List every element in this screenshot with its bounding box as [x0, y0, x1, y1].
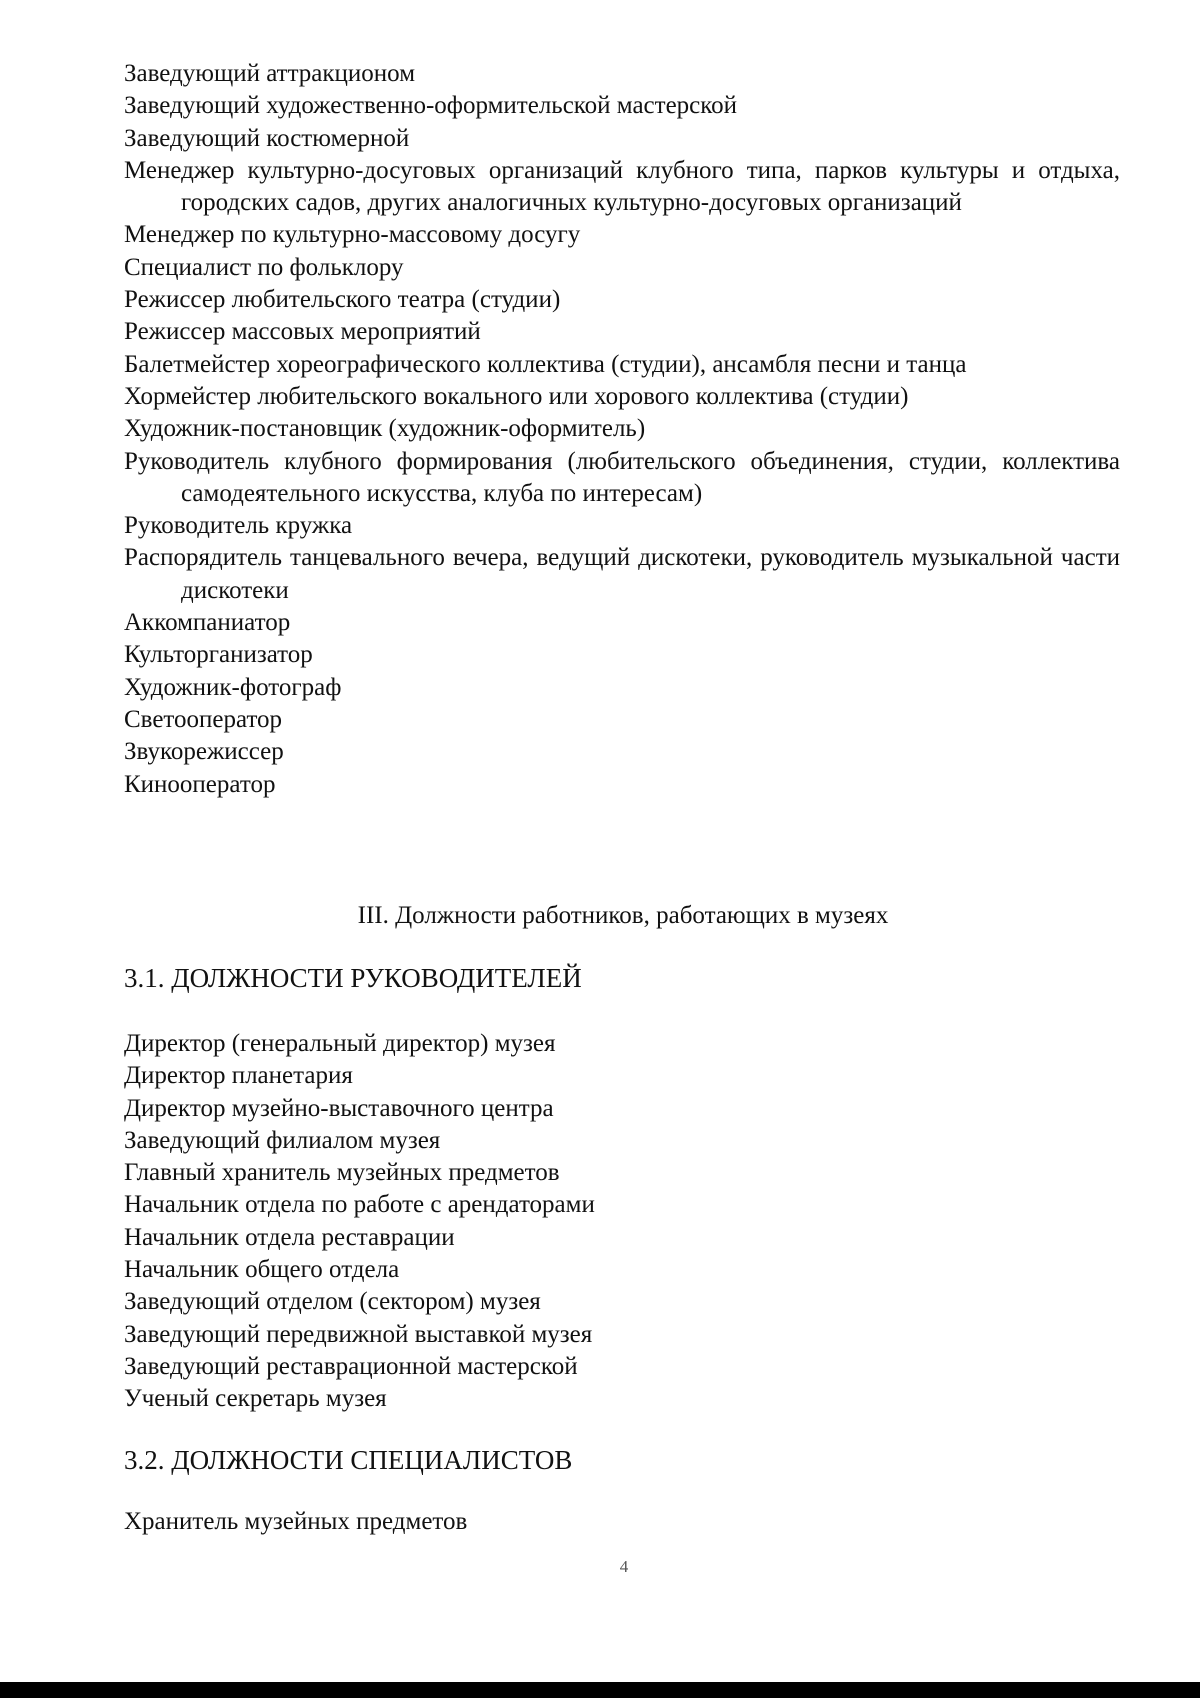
list-item: Режиссер любительского театра (студии) — [124, 286, 561, 314]
list-item: Кинооператор — [124, 770, 276, 798]
list-item: Художник-фотограф — [124, 673, 342, 701]
list-item: Главный хранитель музейных предметов — [124, 1159, 560, 1187]
list-item: Аккомпаниатор — [124, 609, 291, 637]
subsection-title-specialists: 3.2. ДОЛЖНОСТИ СПЕЦИАЛИСТОВ — [124, 1445, 573, 1475]
list-item: Балетмейстер хореографического коллектива (студии), ансамбля песни и танца — [124, 350, 967, 378]
section-title: III. Должности работников, работающих в музеях — [357, 902, 889, 929]
list-item: Заведующий отделом (сектором) музея — [124, 1288, 541, 1316]
list-item: Начальник общего отдела — [124, 1256, 400, 1284]
list-item: Художник-постановщик (художник-оформитель) — [124, 415, 646, 443]
list-item: Начальник отдела по работе с арендаторами — [124, 1191, 595, 1219]
position-list-specialists — [124, 1506, 1120, 1538]
position-list-culture — [124, 58, 1120, 801]
list-item: Менеджер культурно-досуговых организаций клубного типа, парков культуры и отдыха, городских садов, других аналогичных культурно-досуговых организаций — [124, 156, 1120, 217]
page-number: 4 — [619, 1557, 629, 1576]
list-item: Директор музейно-выставочного центра — [124, 1094, 554, 1122]
list-item: Заведующий художественно-оформительской мастерской — [124, 92, 738, 120]
scan-border — [0, 1682, 1200, 1698]
list-item: Заведующий костюмерной — [124, 124, 410, 152]
subsection-title-managers: 3.1. ДОЛЖНОСТИ РУКОВОДИТЕЛЕЙ — [124, 963, 582, 993]
list-item: Заведующий передвижной выставкой музея — [124, 1320, 593, 1348]
list-item: Заведующий филиалом музея — [124, 1126, 441, 1154]
list-item: Светооператор — [124, 705, 283, 733]
list-item: Руководитель кружка — [124, 512, 353, 540]
position-list-managers — [124, 1028, 1120, 1416]
list-item: Заведующий аттракционом — [124, 60, 416, 87]
list-item: Распорядитель танцевального вечера, ведущий дискотеки, руководитель музыкальной части дискотеки — [124, 544, 1120, 604]
list-item: Хормейстер любительского вокального или хорового коллектива (студии) — [124, 382, 909, 410]
list-item: Специалист по фольклору — [124, 253, 404, 281]
list-item: Культорганизатор — [124, 641, 313, 669]
list-item: Режиссер массовых мероприятий — [124, 318, 481, 346]
list-item: Начальник отдела реставрации — [124, 1223, 455, 1251]
list-item: Директор планетария — [124, 1062, 353, 1090]
list-item: Руководитель клубного формирования (любительского объединения, студии, коллектива самодеятельного искусства, клуба по интересам) — [124, 447, 1120, 507]
list-item: Звукорежиссер — [124, 738, 284, 766]
list-item: Ученый секретарь музея — [124, 1385, 387, 1413]
list-item: Хранитель музейных предметов — [124, 1508, 468, 1535]
list-item: Менеджер по культурно-массовому досугу — [124, 221, 581, 249]
list-item: Заведующий реставрационной мастерской — [124, 1352, 578, 1380]
list-item: Директор (генеральный директор) музея — [124, 1030, 556, 1057]
